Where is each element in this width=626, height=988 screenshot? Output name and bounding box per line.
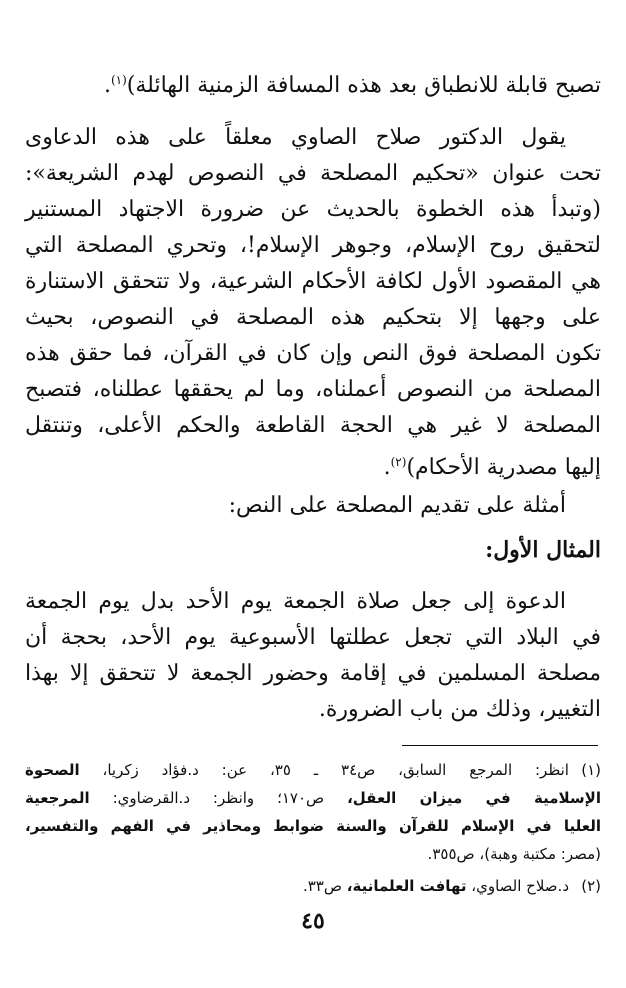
footnote-line: (١)انظر: المرجع السابق، ص٣٤ ـ ٣٥، عن: د.فؤاد زكريا، الصحوة: [25, 756, 601, 784]
footnote-ref: (١): [110, 73, 127, 87]
footnote-separator: [402, 745, 598, 746]
footnote-number: (٢): [581, 877, 601, 895]
text-line: التغيير، وذلك من باب الضرورة.: [318, 697, 601, 722]
text-line: المصلحة لا غير هي الحجة القاطعة والحكم الأعلى، وتنتقل: [25, 413, 601, 438]
text-line: لتحقيق روح الإسلام، وجوهر الإسلام!، وتحري المصلحة التي: [25, 233, 601, 258]
text-line: تكون المصلحة فوق النص وإن كان في القرآن، فما حقق هذه: [25, 341, 601, 366]
footnote-line: (مصر: مكتبة وهبة)، ص٣٥٥.: [427, 845, 601, 863]
text-line: المصلحة من النصوص أعملناه، وما لم يحققها عطلناه، فتصبح: [25, 377, 601, 402]
footnote-number: (١): [581, 761, 601, 779]
text-line: مصلحة المسلمين في إقامة وحضور الجمعة لا تتحقق إلا بهذا: [25, 661, 601, 686]
page-number: ٤٥: [301, 908, 325, 934]
footnote-ref: (٢): [390, 455, 407, 469]
text-line: الدعوة إلى جعل صلاة الجمعة يوم الأحد بدل يوم الجمعة: [25, 589, 566, 614]
footnote-line: العليا في الإسلام للقرآن والسنة ضوابط ومحاذير في الفهم والتفسير،: [25, 817, 601, 835]
text-line: تحت عنوان «تحكيم المصلحة في النصوص لهدم الشريعة»:: [25, 161, 601, 186]
text-line: هي المقصود الأول لكافة الأحكام الشرعية، ولا تتحقق الاستنارة: [25, 269, 601, 294]
text-line: تصبح قابلة للانطباق بعد هذه المسافة الزمنية الهائلة)$^{(١)}$.: [103, 73, 601, 98]
text-line: في البلاد التي تجعل عطلتها الأسبوعية يوم الأحد، بحجة أن: [25, 625, 601, 650]
section-heading: المثال الأول:: [485, 537, 601, 563]
text-line: على وجهها إلا بتحكيم هذه المصلحة في النصوص، بحيث: [25, 305, 601, 330]
text-line: أمثلة على تقديم المصلحة على النص:: [228, 493, 566, 518]
text-line: إليها مصدرية الأحكام)$^{(٢)}$.: [383, 455, 601, 480]
text-line: (وتبدأ هذه الخطوة بالحديث عن ضرورة الاجتهاد المستنير: [25, 197, 601, 222]
footnote-line: الإسلامية في ميزان العقل، ص١٧٠؛ وانظر: د.القرضاوي: المرجعية: [25, 789, 601, 807]
text-line: يقول الدكتور صلاح الصاوي معلقاً على هذه الدعاوى: [25, 125, 566, 150]
footnote-line: (٢)د.صلاح الصاوي، تهافت العلمانية، ص٣٣.: [25, 872, 601, 900]
